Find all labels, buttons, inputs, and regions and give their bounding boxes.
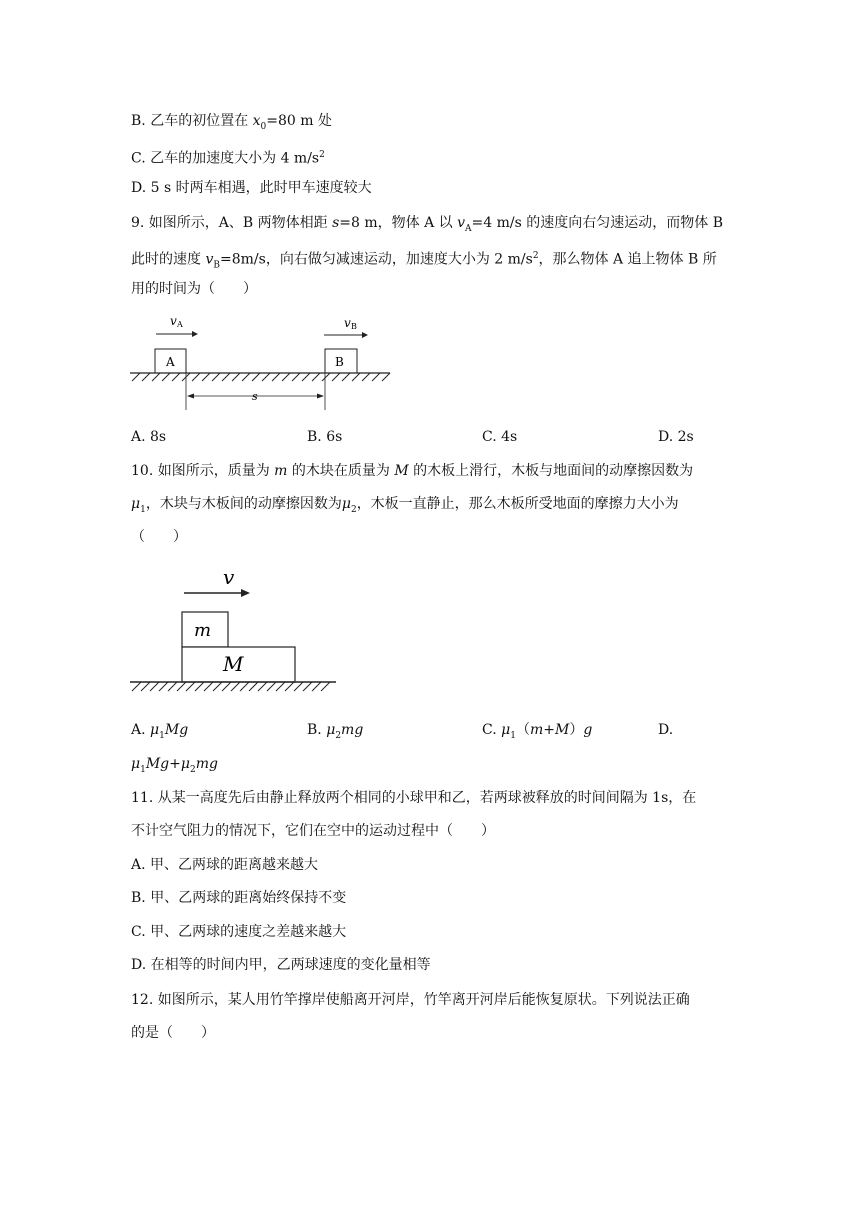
hatch-mark	[258, 682, 267, 691]
q10-option-d	[131, 754, 218, 780]
q10-option-c	[482, 720, 592, 746]
q10-l2-mu2sub: 2	[350, 504, 357, 515]
q11-stem-line1: 11. 从某一高度先后由静止释放两个相同的小球甲和乙，若两球被释放的时间间隔为 1s，在	[131, 790, 697, 806]
q9-fig-dist-label: s	[252, 390, 258, 403]
hatch-mark	[272, 373, 280, 381]
q9-option-b: B. 6s	[307, 429, 343, 445]
q8-option-b-var: x	[252, 113, 261, 129]
hatch-mark	[177, 682, 186, 691]
q10-option-b	[307, 720, 363, 746]
hatch-mark	[285, 682, 294, 691]
q10-opt-b-mu: μ	[326, 722, 336, 738]
q10-l1-a: 10. 如图所示，质量为	[131, 463, 275, 479]
hatch-mark	[252, 373, 260, 381]
q10-fig-v: v	[223, 565, 235, 589]
hatch-mark	[262, 373, 270, 381]
q9-fig-va: v	[170, 314, 177, 328]
q9-fig-block-a-label: A	[166, 355, 175, 369]
q9-fig-block-b-label: B	[335, 355, 344, 369]
q10-l1-b: 的木块在质量为	[287, 463, 395, 479]
q10-fig-M-label: M	[223, 652, 244, 676]
q10-l1-c: 的木板上滑行，木板与地面间的动摩擦因数为	[408, 463, 694, 479]
q10-opt-c-sub: 1	[510, 730, 516, 741]
hatch-mark	[222, 373, 230, 381]
q10-opt-d-sub1: 1	[140, 764, 146, 775]
hatch-mark	[332, 373, 340, 381]
q10-opt-c-mu: μ	[501, 722, 511, 738]
q11-option-a: A. 甲、乙两球的距离越来越大	[131, 857, 319, 873]
q10-figure	[130, 565, 340, 695]
q10-l2-a: ，木块与木板间的动摩擦因数为	[145, 496, 342, 512]
hatch-mark	[322, 373, 330, 381]
q9-l2-vsub: B	[213, 260, 220, 271]
q8-option-d: D. 5 s 时两车相遇，此时甲车速度较大	[131, 180, 372, 196]
q9-l1-v: v	[457, 215, 466, 231]
q11-stem-line2: 不计空气阻力的情况下，它们在空中的运动过程中（ ）	[131, 823, 495, 839]
q10-l1-m: m	[274, 463, 288, 479]
hatch-mark	[141, 682, 150, 691]
hatch-mark	[168, 682, 177, 691]
q10-opt-c-paren-open: （	[515, 722, 530, 738]
q10-stem-line1	[131, 461, 693, 481]
q9-fig-dim-arrow-right	[317, 394, 324, 399]
q9-l2-a: 此时的速度	[131, 251, 206, 268]
q10-opt-c-label: C.	[482, 722, 502, 738]
q9-figure	[130, 312, 392, 412]
q9-l2-c: ，那么物体 A 追上物体 B 所	[538, 251, 717, 268]
hatch-mark	[142, 373, 150, 381]
q10-opt-d-plus: +	[169, 756, 181, 772]
hatch-mark	[352, 373, 360, 381]
hatch-mark	[362, 373, 370, 381]
hatch-mark	[192, 373, 200, 381]
q10-opt-d-r2: mg	[195, 756, 218, 772]
q10-opt-c-mM: m+M	[529, 722, 570, 738]
hatch-mark	[204, 682, 213, 691]
hatch-mark	[213, 682, 222, 691]
q12-stem-line2: 的是（ ）	[131, 1025, 215, 1041]
hatch-mark	[282, 373, 290, 381]
q8-option-b-sub: 0	[260, 121, 267, 132]
q9-fig-vb-sub: B	[351, 322, 357, 331]
hatch-mark	[222, 682, 231, 691]
q10-l2-mu1sub: 1	[140, 504, 146, 515]
q9-l1-b: =8 m，物体 A 以	[339, 215, 458, 231]
q9-l2-v: v	[205, 251, 214, 268]
q9-option-a: A. 8s	[131, 429, 167, 445]
q10-opt-b-rest: mg	[341, 722, 364, 738]
hatch-mark	[152, 373, 160, 381]
q10-opt-b-sub: 2	[335, 730, 342, 741]
q9-l1-vsub: A	[465, 223, 472, 234]
q8-option-c-text: C. 乙车的加速度大小为 4 m/s	[131, 150, 320, 167]
q10-l2-mu1: μ	[131, 496, 141, 512]
q10-opt-d-sub2: 2	[189, 764, 196, 775]
hatch-mark	[249, 682, 258, 691]
q10-option-d-label: D.	[658, 722, 674, 738]
q9-fig-ground-hatch	[132, 373, 390, 381]
q10-opt-b-label: B.	[307, 722, 327, 738]
q10-option-a	[131, 720, 188, 746]
q10-opt-d-mu2: μ	[180, 756, 190, 772]
q9-fig-va-sub: A	[177, 320, 183, 329]
hatch-mark	[303, 682, 312, 691]
q10-stem-line3: （ ）	[131, 529, 187, 545]
q10-opt-c-g: g	[583, 722, 593, 738]
hatch-mark	[267, 682, 276, 691]
hatch-mark	[382, 373, 390, 381]
q9-stem-line2	[131, 246, 717, 275]
q9-fig-vb-arrowhead	[362, 332, 368, 338]
q10-opt-c-paren-close: ）	[569, 722, 584, 738]
q9-fig-dim-arrow-left	[187, 394, 194, 399]
q11-option-d: D. 在相等的时间内甲，乙两球速度的变化量相等	[131, 957, 431, 973]
hatch-mark	[186, 682, 195, 691]
q9-option-c: C. 4s	[482, 429, 518, 445]
hatch-mark	[312, 373, 320, 381]
hatch-mark	[292, 373, 300, 381]
q11-option-b: B. 甲、乙两球的距离始终保持不变	[131, 890, 347, 906]
hatch-mark	[372, 373, 380, 381]
hatch-mark	[132, 373, 140, 381]
q10-opt-a-sub: 1	[159, 730, 165, 741]
q10-opt-a-label: A.	[131, 722, 151, 738]
q9-l1-a: 9. 如图所示，A、B 两物体相距	[131, 215, 333, 231]
hatch-mark	[242, 373, 250, 381]
hatch-mark	[172, 373, 180, 381]
q10-opt-d-r1: Mg	[145, 756, 170, 772]
q9-l2-sup: 2	[532, 251, 539, 261]
q9-l2-b: =8m/s，向右做匀减速运动，加速度大小为 2 m/s	[220, 251, 533, 268]
hatch-mark	[195, 682, 204, 691]
hatch-mark	[212, 373, 220, 381]
q9-stem-line1	[131, 213, 723, 239]
hatch-mark	[162, 373, 170, 381]
hatch-mark	[240, 682, 249, 691]
hatch-mark	[312, 682, 321, 691]
q10-opt-a-rest: Mg	[164, 722, 189, 738]
q8-option-b	[131, 111, 332, 137]
q9-fig-vb: v	[344, 316, 351, 330]
hatch-mark	[321, 682, 330, 691]
q9-l1-c: =4 m/s 的速度向右匀速运动，而物体 B	[471, 215, 723, 231]
q10-fig-v-arrowhead	[241, 589, 250, 597]
q10-fig-ground-hatch	[132, 682, 330, 691]
q8-option-b-post: =80 m 处	[266, 113, 333, 129]
hatch-mark	[202, 373, 210, 381]
q10-l2-mu2: μ	[341, 496, 351, 512]
q8-option-c	[131, 145, 325, 169]
q12-stem-line1: 12. 如图所示，某人用竹竿撑岸使船离开河岸，竹竿离开河岸后能恢复原状。下列说法正确	[131, 992, 690, 1008]
q10-l1-M: M	[394, 463, 409, 479]
hatch-mark	[294, 682, 303, 691]
hatch-mark	[302, 373, 310, 381]
hatch-mark	[342, 373, 350, 381]
hatch-mark	[150, 682, 159, 691]
q9-l1-s: s	[332, 215, 340, 231]
q9-option-d: D. 2s	[658, 429, 694, 445]
q10-l2-b: ，木板一直静止，那么木板所受地面的摩擦力大小为	[356, 496, 679, 512]
q10-fig-m-label: m	[194, 620, 212, 641]
q10-opt-a-mu: μ	[150, 722, 160, 738]
q9-fig-va-arrowhead	[192, 331, 198, 337]
q10-stem-line2	[131, 494, 679, 520]
q11-option-c: C. 甲、乙两球的速度之差越来越大	[131, 924, 347, 940]
hatch-mark	[159, 682, 168, 691]
q8-option-c-sup: 2	[319, 150, 325, 160]
hatch-mark	[276, 682, 285, 691]
q8-option-b-text: B. 乙车的初位置在	[131, 113, 253, 129]
hatch-mark	[231, 682, 240, 691]
hatch-mark	[132, 682, 141, 691]
q10-opt-d-mu1: μ	[131, 756, 141, 772]
hatch-mark	[232, 373, 240, 381]
q9-stem-line3: 用的时间为（ ）	[131, 281, 257, 297]
